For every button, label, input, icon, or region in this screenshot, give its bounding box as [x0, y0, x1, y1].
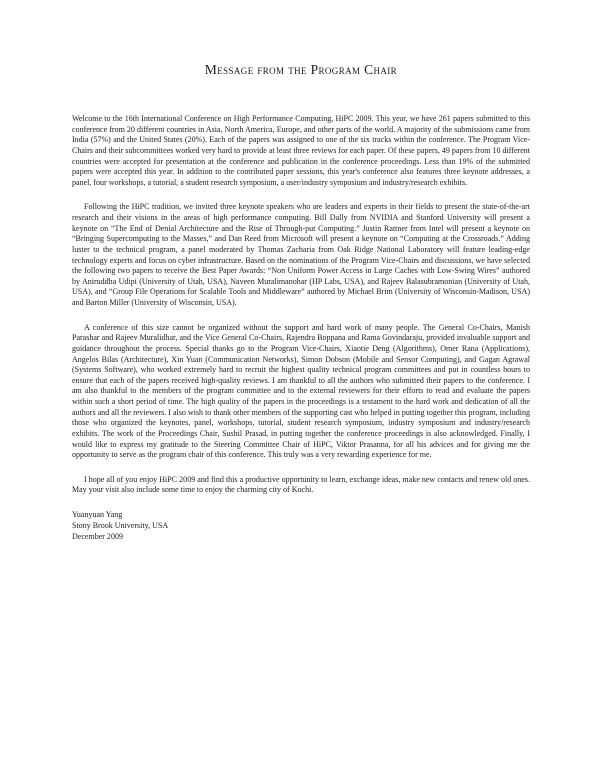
paragraph-welcome: Welcome to the 16th International Conference on High Performance Computing, HiPC 2009. This year, we have 261 papers submitted to this conference from 20 different countries in Asia, North America, Europe, and other parts of the world. A majority of the submissions came from India (57%) and the United States (20%). Each of the papers was assigned to one of the six tracks within the conference. The Program Vice-Chairs and their subcommittees worked very hard to provide at least three reviews for each paper. Of these papers, 49 papers from 10 different countries were accepted for presentation at the conference and publication in the conference proceedings. Less than 19% of the submitted papers were accepted this year. In addition to the contributed paper sessions, this year's conference also features three keynote addresses, a panel, four workshops, a tutorial, a student research symposium, a user/industry symposium and industry/research exhibits.	[72, 114, 530, 187]
paragraph-keynotes: Following the HiPC tradition, we invited three keynote speakers who are leaders and experts in their fields to present the state-of-the-art research and their visions in the areas of high performance computing. Bill Dally from NVIDIA and Stanford University will present a keynote on “The End of Denial Architecture and the Rise of Through-put Computing.” Justin Rattner from Intel will present a keynote on “Bringing Supercomputing to the Masses,” and Dan Reed from Microsoft will present a keynote on “Computing at the Crossroads.” Adding luster to the technical program, a panel moderated by Thomas Zacharia from Oak Ridge National Laboratory will feature leading-edge technology experts and focus on cyber infrastructure. Based on the nominations of the Program Vice-Chairs and discussions, we have selected the following two papers to receive the Best Paper Awards: “Non Uniform Power Access in Large Caches with Low-Swing Wires” authored by Aniruddha Udipi (University of Utah, USA), Naveen Muralimanohar (HP Labs, USA), and Rajeev Balasubramonian (University of Utah, USA), and “Group File Operations for Scalable Tools and Middleware” authored by Michael Brim (University of Wisconsin-Madison, USA) and Barton Miller (University of Wisconsin, USA).	[72, 202, 530, 307]
document-page	[72, 62, 530, 543]
signature-block	[72, 510, 530, 543]
signature-date: December 2009	[72, 531, 123, 541]
paragraph-acknowledgements: A conference of this size cannot be organized without the support and hard work of many people. The General Co-Chairs, Manish Parashar and Rajeev Muralidhar, and the Vice General Co-Chairs, Rajendra Boppana and Rama Govindaraju, provided invaluable support and guidance throughout the process. Special thanks go to the Program Vice-Chairs, Xiaotie Deng (Algorithms), Omer Rana (Applications), Angelos Bilas (Architecture), Xin Yuan (Communication Networks), Simon Dobson (Mobile and Sensor Computing), and Gagan Agrawal (Systems Software), who worked extremely hard to recruit the highest quality technical program committees and put in countless hours to ensure that each of the papers received high-quality reviews. I am thankful to all the authors who submitted their papers to the conference. I am also thankful to the members of the program committee and to the external reviewers for their efforts to read and evaluate the papers within such a short period of time. The high quality of the papers in the proceedings is a testament to the hard work and dedication of all the authors and all the reviewers. I also wish to thank other members of the supporting cast who helped in putting together this program, including those who organized the keynotes, panel, workshops, tutorial, student research symposium, industry symposium and industry/research exhibits. The work of the Proceedings Chair, Sushil Prasad, in putting together the conference proceedings is also acknowledged. Finally, I would like to express my gratitude to the Steering Committee Chair of HiPC, Viktor Prasanna, for all his advices and for giving me the opportunity to serve as the program chair of this conference. This truly was a very rewarding experience for me.	[72, 322, 530, 460]
paragraph-closing: I hope all of you enjoy HiPC 2009 and find this a productive opportunity to learn, exchange ideas, make new contacts and renew old ones. May your visit also include some time to enjoy the charming city of Kochi.	[72, 474, 530, 495]
signature-name: Yuanyuan Yang	[72, 510, 123, 519]
page-title: Message from the Program Chair	[204, 62, 398, 77]
signature-affiliation: Stony Brook University, USA	[72, 520, 169, 530]
